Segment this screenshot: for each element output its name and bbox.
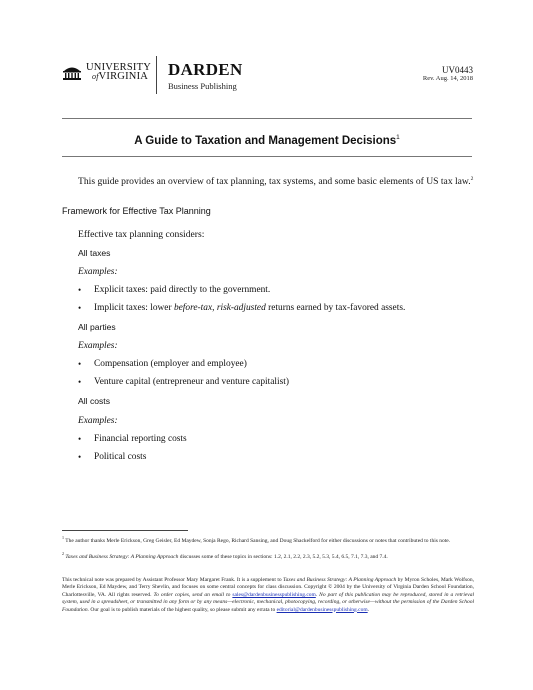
list-item: [78, 377, 289, 387]
business-publishing-label: Business Publishing: [168, 81, 237, 91]
uva-of: of: [92, 72, 99, 81]
category-label: All taxes: [78, 248, 111, 258]
darden-wordmark: DARDEN: [168, 60, 243, 79]
document-id: UV0443: [442, 65, 473, 75]
logo-divider: [156, 56, 157, 94]
list-item-text: Implicit taxes: lower before-tax, risk-adjusted returns earned by tax-favored assets.: [94, 303, 406, 313]
list-item-text: Financial reporting costs: [94, 434, 187, 444]
category-label: All costs: [78, 396, 110, 406]
uva-line2: VIRGINIA: [98, 71, 149, 82]
category-label: All parties: [78, 322, 116, 332]
bullet-icon: •: [78, 434, 82, 444]
list-item: [78, 359, 247, 369]
editorial-email-link[interactable]: editorial@dardenbusinesspublishing.com: [276, 606, 368, 613]
list-item: [78, 285, 270, 295]
bullet-icon: •: [78, 377, 82, 387]
list-item-text: Explicit taxes: paid directly to the government.: [94, 285, 271, 295]
list-item-text: Political costs: [94, 452, 147, 462]
footnote-1: $^1$ The author thanks Merle Erickson, Greg Geisler, Ed Maydew, Sonja Rego, Richard Sansing, and Doug Shackelford for either discussions or notes that contributed to this note.: [62, 535, 451, 544]
bullet-icon: •: [78, 285, 82, 295]
title-rule-top: [62, 118, 472, 119]
title-footnote-ref: 1: [396, 134, 400, 141]
uva-logo: [62, 63, 151, 81]
bullet-icon: •: [78, 359, 82, 369]
examples-label: Examples:: [78, 341, 118, 351]
technical-note: This technical note was prepared by Assistant Professor Mary Margaret Frank. It is a supplement to Taxes and Business Strategy: A Planning Approach by Myron Scholes, Mark Wolfson, Merle Erickson, Ed Maydew, and Terry Shevlin, and focuses on some central concepts for class discussion. Copyright © 2004 by the University of Virginia Darden School Foundation, Charlottesville, VA. All rights reserved. To order copies, send an email to sales@dardenbusinesspublishing.com. No part of this publication may be reproduced, stored in a retrieval system, used in a spreadsheet, or transmitted in any form or by any means—electronic, mechanical, photocopying, recording, or otherwise—without the permission of the Darden School Foundation. Our goal is to publish materials of the highest quality, so please submit any errata to editorial@dardenbusinesspublishing.com.: [62, 577, 475, 613]
uva-wordmark: [86, 63, 151, 81]
rotunda-icon: [62, 64, 82, 80]
page-title: [62, 134, 472, 147]
intro-paragraph: [78, 176, 473, 187]
list-item-text: Compensation (employer and employee): [94, 359, 247, 369]
list-item: [78, 452, 146, 462]
list-item-text: Venture capital (entrepreneur and venture capitalist): [94, 377, 289, 387]
examples-label: Examples:: [78, 267, 118, 277]
intro-text: This guide provides an overview of tax planning, tax systems, and some basic elements of US tax law.: [78, 176, 471, 188]
list-item: [78, 434, 187, 444]
footnote-2: $^2$ Taxes and Business Strategy: A Planning Approach discusses some of these topics in sections: 1.2, 2.1, 2.2, 2.3, 5.2, 5.3, 5.4, 6.5, 7.1, 7.3, and 7.4.: [62, 551, 388, 560]
lead-paragraph: Effective tax planning considers:: [78, 229, 205, 240]
examples-label: Examples:: [78, 416, 118, 426]
revision-date: Rev. Aug. 14, 2018: [422, 75, 473, 82]
list-item: [78, 303, 405, 313]
footnote-rule: [62, 530, 188, 531]
intro-footnote-ref: 2: [470, 176, 474, 182]
section-heading: Framework for Effective Tax Planning: [62, 206, 211, 216]
bullet-icon: •: [78, 452, 82, 462]
sales-email-link[interactable]: sales@dardenbusinesspublishing.com: [232, 591, 316, 598]
uva-line1: UNIVERSITY: [86, 62, 151, 73]
title-text: A Guide to Taxation and Management Decisions: [134, 134, 397, 147]
title-rule-bottom: [62, 156, 472, 157]
bullet-icon: •: [78, 303, 82, 313]
